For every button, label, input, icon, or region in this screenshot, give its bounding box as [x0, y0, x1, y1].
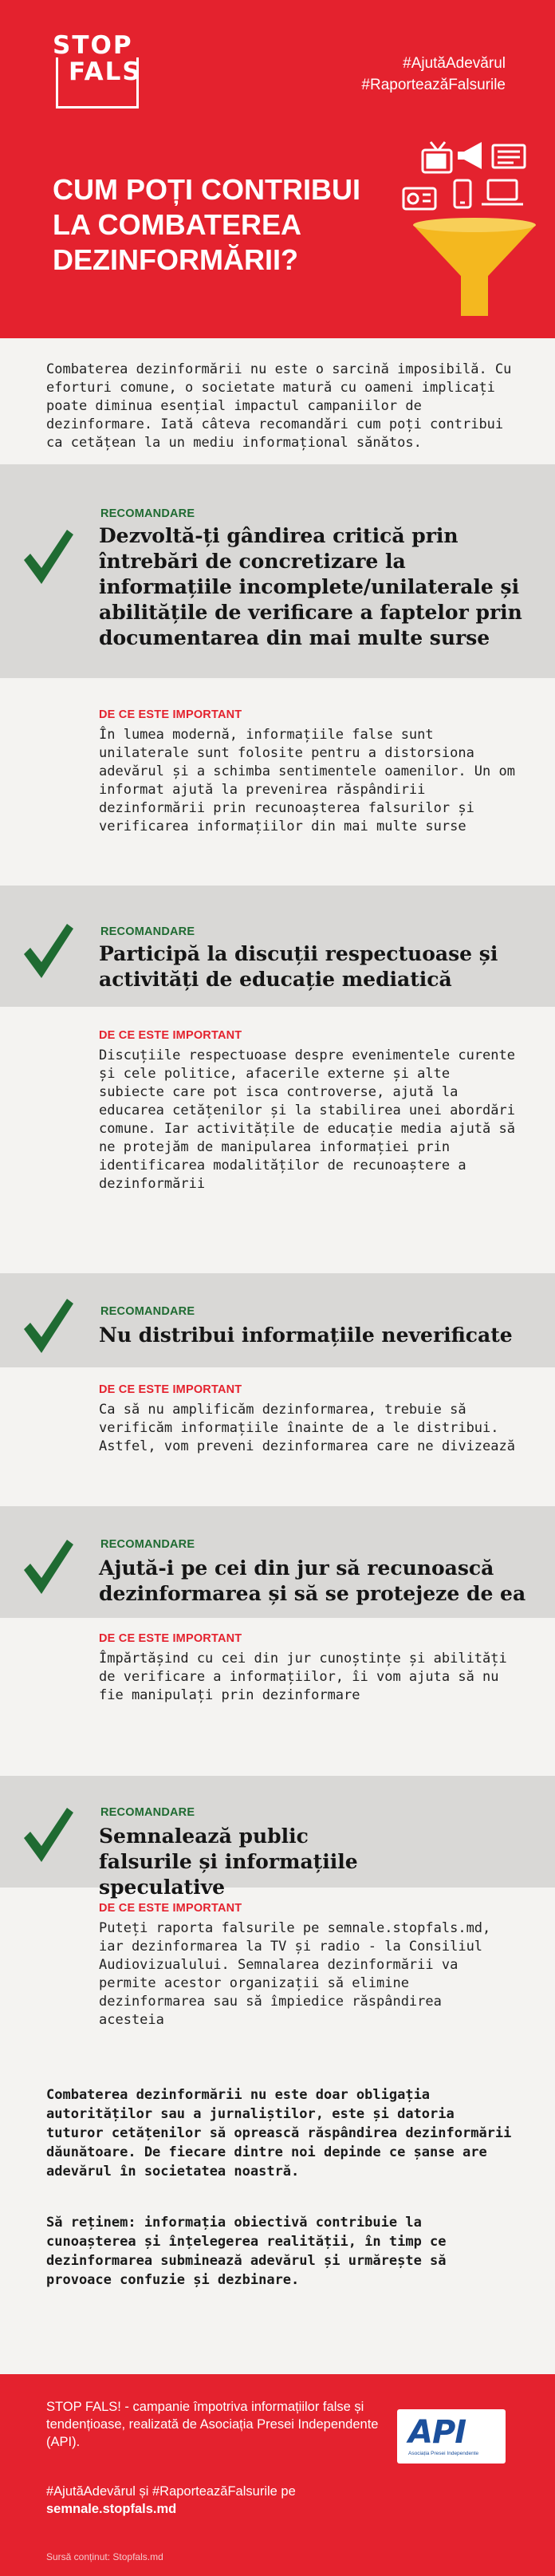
why-important-label: DE CE ESTE IMPORTANT — [99, 1029, 242, 1042]
recommendation-title: Participă la discuții respectuoase și activități de educație mediatică — [99, 942, 498, 991]
recommendation-title: Nu distribui informațiile neverificate — [99, 1324, 513, 1347]
why-important-text: În lumea modernă, informațiile false sunt unilaterale sunt folosite pentru a distorsiona adevărul și a schimba sentimentele oamenilor. Un om informat ajută la prevenirea răspândirii dezinformării prin recunoașterea falsurilor și verificarea informațiilor din mai multe surse — [99, 727, 515, 834]
radio-icon — [403, 188, 435, 209]
why-important-text: Împărtășind cu cei din jur cunoștințe și abilități de verificare a informațiilor, îi vom ajuta să nu fie manipulați prin dezinformare — [99, 1651, 507, 1703]
why-important-block — [99, 1632, 522, 1705]
footer-hashtags-text: #AjutăAdevărul și #RaporteazăFalsurile pe — [46, 2484, 296, 2499]
why-important-label: DE CE ESTE IMPORTANT — [99, 1632, 242, 1645]
report-site-link[interactable]: semnale.stopfals.md — [46, 2502, 177, 2516]
why-important-text: Discuțiile respectuoase despre evenimentele curente și cele politice, afacerile externe și alte subiecte care pot isca controverse, ajută la educarea cetățenilor și la stabilirea unei abordări comune. Iar activitățile de educație media ajută să ne protejăm de manipularea informației prin identificarea modalităților de recunoaștere a dezinformării — [99, 1047, 515, 1192]
why-important-text: Ca să nu amplificăm dezinformarea, trebuie să verificăm informațiile înainte de a le distribui. Astfel, vom preveni dezinformarea care ne divizează — [99, 1402, 515, 1454]
hashtag-ajuta-adevarul: #AjutăAdevărul — [403, 55, 506, 72]
recommendation-band — [0, 886, 555, 1007]
recommendation-label: RECOMANDARE — [100, 1806, 195, 1819]
why-important-text: Puteți raporta falsurile pe semnale.stopfals.md, iar dezinformarea la TV și radio - la Consiliul Audiovizualului. Semnalarea dezinformării va permite acestor organizații să elimine dezinformarea sau să împiedice răspândirea acesteia — [99, 1920, 491, 2028]
title-line: CUM POȚI CONTRIBUI — [53, 173, 360, 206]
why-important-block — [99, 1383, 522, 1456]
campaign-description: STOP FALS! - campanie împotriva informațiilor false și tendențioase, realizată de Asociația Presei Independente (API). — [46, 2400, 379, 2449]
api-logo-subtitle: Asociația Presei Independente — [408, 2451, 479, 2456]
phone-icon — [455, 180, 470, 207]
logo-frame — [56, 57, 139, 108]
why-important-label: DE CE ESTE IMPORTANT — [99, 1383, 242, 1396]
tv-icon — [423, 142, 451, 172]
checkmark-icon — [21, 525, 75, 587]
checkmark-icon — [21, 1535, 75, 1597]
logo-top-word: STOP — [53, 31, 133, 60]
footer-banner — [0, 2374, 555, 2576]
conclusion-paragraph: Combaterea dezinformării nu este doar obligația autorităților sau a jurnaliștilor, este și datoria tuturor cetățenilor să oprească răspândirea dezinformării dăunătoare. De fiecare dintre noi depinde ce șanse are adevărul în societatea noastră. — [46, 2087, 512, 2180]
title-line: LA COMBATEREA — [53, 208, 301, 241]
hashtag-raporteaza-falsurile: #RaporteazăFalsurile — [361, 77, 506, 93]
laptop-icon — [482, 180, 523, 204]
why-important-block — [99, 1902, 498, 2030]
why-important-block — [99, 708, 522, 836]
recommendation-label: RECOMANDARE — [100, 1305, 195, 1318]
checkmark-icon — [21, 1803, 75, 1865]
recommendation-title: Ajută-i pe cei din jur să recunoască dezinformarea și să se protejeze de ea — [99, 1556, 526, 1605]
api-logo — [397, 2409, 506, 2464]
recommendation-label: RECOMANDARE — [100, 507, 195, 520]
header-banner — [0, 0, 555, 338]
funnel-icon — [413, 218, 536, 316]
why-important-block — [99, 1029, 522, 1193]
recommendation-band — [0, 1273, 555, 1367]
recommendation-label: RECOMANDARE — [100, 1538, 195, 1551]
logo-bottom-word: FALS — [69, 57, 142, 86]
recommendation-band — [0, 1506, 555, 1618]
recommendation-band — [0, 464, 555, 678]
header-hashtags — [361, 53, 506, 96]
title-line: DEZINFORMĂRII? — [53, 243, 298, 276]
content-source: Sursă conținut: Stopfals.md — [46, 2551, 163, 2562]
newspaper-icon — [493, 145, 525, 168]
why-important-label: DE CE ESTE IMPORTANT — [99, 708, 242, 721]
intro-paragraph: Combaterea dezinformării nu este o sarcină imposibilă. Cu eforturi comune, o societate matură cu oameni implicați poate diminua esențial impactul campaniilor de dezinformare. Iată câteva recomandări cum poți contribui ca cetățean la un mediu informațional sănătos. — [46, 361, 512, 451]
why-important-label: DE CE ESTE IMPORTANT — [99, 1902, 242, 1915]
checkmark-icon — [21, 1294, 75, 1356]
recommendation-title: Dezvoltă-ți gândirea critică prin întrebări de concretizare la informațiile incomplete/unilaterale și abilitățile de verificare a faptelor prin documentarea din mai multe surse — [99, 524, 522, 649]
megaphone-icon — [458, 142, 482, 169]
conclusion-takeaway: Să reținem: informația obiectivă contribuie la cunoașterea și înțelegerea realității, în timp ce dezinformarea subminează adevărul și urmărește să provoace confuzie și dezbinare. — [46, 2215, 447, 2288]
recommendation-title: Semnalează public falsurile și informațiile speculative — [99, 1825, 358, 1899]
recommendation-band — [0, 1776, 555, 1899]
recommendation-label: RECOMANDARE — [100, 925, 195, 938]
checkmark-icon — [21, 919, 75, 981]
stop-fals-logo — [53, 31, 148, 110]
footer-hashtags — [46, 2483, 525, 2518]
api-logo-mark: API — [408, 2414, 466, 2451]
page-title — [53, 172, 388, 278]
media-funnel-illustration — [399, 128, 550, 327]
